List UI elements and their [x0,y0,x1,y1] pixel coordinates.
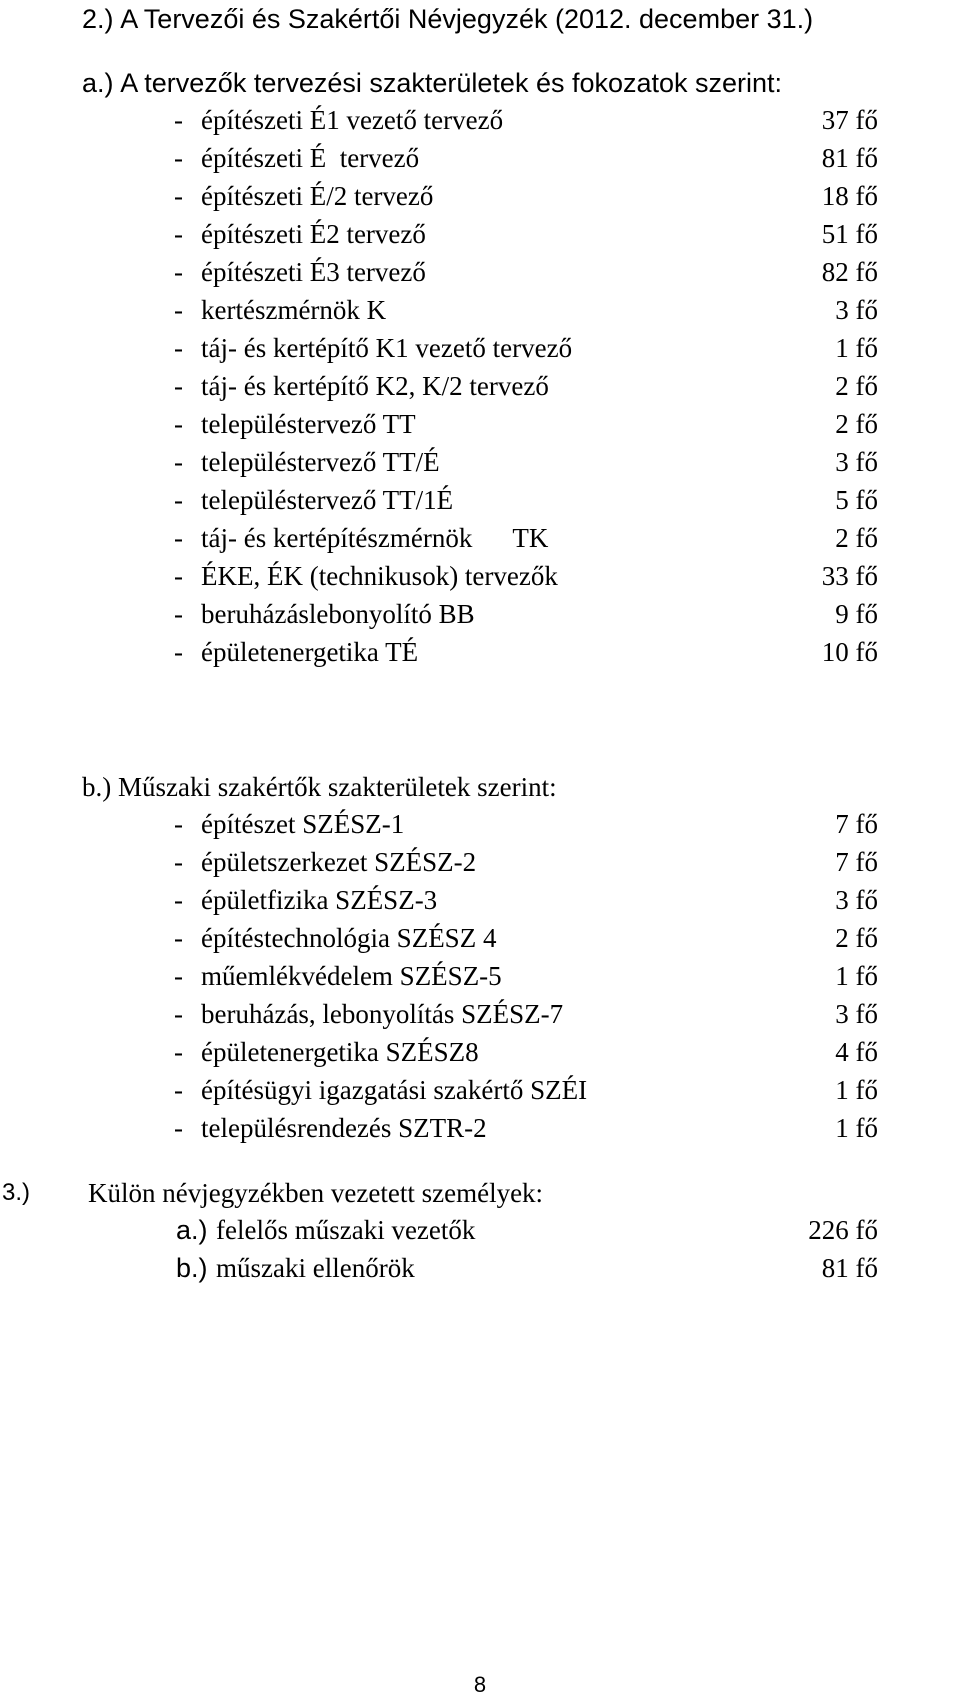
list-item [0,844,960,880]
list-item-label: beruházáslebonyolító BB [201,599,475,629]
subsection-a-title: A tervezők tervezési szakterületek és fokozatok szerint: [120,68,783,98]
list-item [0,558,960,594]
list-item [0,958,960,994]
list-item-label: településtervező TT [201,409,416,439]
list-item-label: felelős műszaki vezetők [216,1215,476,1245]
list-dash: - [174,333,183,363]
list-item [0,406,960,442]
list-item [0,140,960,176]
list-item-count: 2 fő [835,523,878,553]
list-dash: - [174,371,183,401]
list-item-label: beruházás, lebonyolítás SZÉSZ-7 [201,999,564,1029]
list-dash: - [174,105,183,135]
list-item-label: kertészmérnök K [201,295,387,325]
list-item-count: 10 fő [821,637,878,667]
list-dash: - [174,847,183,877]
list-item-label: épületfizika SZÉSZ-3 [201,885,438,915]
list-item-count: 7 fő [835,809,878,839]
list-item [0,882,960,918]
list-item-label: építészeti É3 tervező [201,257,426,287]
list-item-count: 7 fő [835,847,878,877]
subsection-a-heading [82,66,782,100]
list-item-count: 2 fő [835,923,878,953]
list-item-count: 3 fő [835,447,878,477]
list-dash: - [174,561,183,591]
list-dash: - [174,885,183,915]
list-item [0,996,960,1032]
list-dash: - [174,523,183,553]
list-dash: - [174,409,183,439]
list-item [0,1034,960,1070]
list-item [0,102,960,138]
list-dash: - [174,923,183,953]
subsection-b-title: b.) Műszaki szakértők szakterületek szerint: [82,772,557,802]
list-dash: - [174,143,183,173]
list-item-count: 3 fő [835,885,878,915]
list-dash: - [174,961,183,991]
list-dash: - [174,1113,183,1143]
section-title: A Tervezői és Szakértői Névjegyzék (2012. december 31.) [120,4,814,34]
list-item [0,634,960,670]
list-item [0,178,960,214]
list-dash: - [174,219,183,249]
list-item-count: 3 fő [835,295,878,325]
list-item-count: 51 fő [821,219,878,249]
list-item-count: 1 fő [835,961,878,991]
list-item-label: műemlékvédelem SZÉSZ-5 [201,961,502,991]
list-item-count: 81 fő [821,143,878,173]
list-item-count: 226 fő [808,1215,878,1245]
list-item-count: 33 fő [821,561,878,591]
list-item-label: táj- és kertépítő K2, K/2 tervező [201,371,549,401]
list-item-count: 5 fő [835,485,878,515]
list-item-label: építészeti É2 tervező [201,219,426,249]
list-item-count: 2 fő [835,409,878,439]
list-item [0,216,960,252]
list-item [0,482,960,518]
list-item-prefix: a.) [176,1215,208,1245]
list-item [0,596,960,632]
list-item-label: épületenergetika TÉ [201,637,419,667]
list-item-count: 18 fő [821,181,878,211]
list-item-label: ÉKE, ÉK (technikusok) tervezők [201,561,558,591]
list-item [0,520,960,556]
list-dash: - [174,1037,183,1067]
list-item-label: településrendezés SZTR-2 [201,1113,487,1143]
list-dash: - [174,1075,183,1105]
list-item [0,1110,960,1146]
list-item-count: 2 fő [835,371,878,401]
list-item-label: településtervező TT/1É [201,485,454,515]
list-item [0,292,960,328]
list-item [0,444,960,480]
list-item-label: táj- és kertépítő K1 vezető tervező [201,333,573,363]
list-dash: - [174,809,183,839]
list-dash: - [174,181,183,211]
section-3-title: Külön névjegyzékben vezetett személyek: [88,1178,544,1208]
list-dash: - [174,295,183,325]
section-heading [82,2,813,36]
list-item-label: táj- és kertépítészmérnök TK [201,523,549,553]
list-item-label: építéstechnológia SZÉSZ 4 [201,923,497,953]
list-dash: - [174,447,183,477]
list-item-label: építészet SZÉSZ-1 [201,809,405,839]
list-item-label: településtervező TT/É [201,447,440,477]
list-dash: - [174,599,183,629]
list-item-label: építészeti É1 vezető tervező [201,105,504,135]
list-item-label: építészeti É tervező [201,143,420,173]
list-item [0,806,960,842]
list-item-label: műszaki ellenőrök [216,1253,415,1283]
list-item [0,330,960,366]
list-dash: - [174,999,183,1029]
list-item-count: 3 fő [835,999,878,1029]
list-item-count: 81 fő [821,1253,878,1283]
list-item-count: 9 fő [835,599,878,629]
list-item-count: 1 fő [835,1075,878,1105]
list-item-count: 1 fő [835,1113,878,1143]
list-item-prefix: b.) [176,1253,208,1283]
list-item [0,1072,960,1108]
list-item [0,1212,960,1248]
list-item-count: 37 fő [821,105,878,135]
list-item-count: 1 fő [835,333,878,363]
list-item-label: építészeti É/2 tervező [201,181,434,211]
list-item [0,920,960,956]
subsection-a-prefix: a.) [82,68,114,98]
list-dash: - [174,637,183,667]
list-item [0,254,960,290]
list-item-count: 82 fő [821,257,878,287]
list-dash: - [174,485,183,515]
list-item-count: 4 fő [835,1037,878,1067]
subsection-b-heading [82,770,557,804]
section-number: 2.) [82,4,114,34]
list-item-label: építésügyi igazgatási szakértő SZÉI [201,1075,588,1105]
list-item-label: épületenergetika SZÉSZ8 [201,1037,479,1067]
list-item-label: épületszerkezet SZÉSZ-2 [201,847,477,877]
page-number: 8 [473,1672,487,1697]
list-item [0,1250,960,1286]
list-item [0,368,960,404]
list-dash: - [174,257,183,287]
section-3-number: 3.) [2,1179,31,1206]
